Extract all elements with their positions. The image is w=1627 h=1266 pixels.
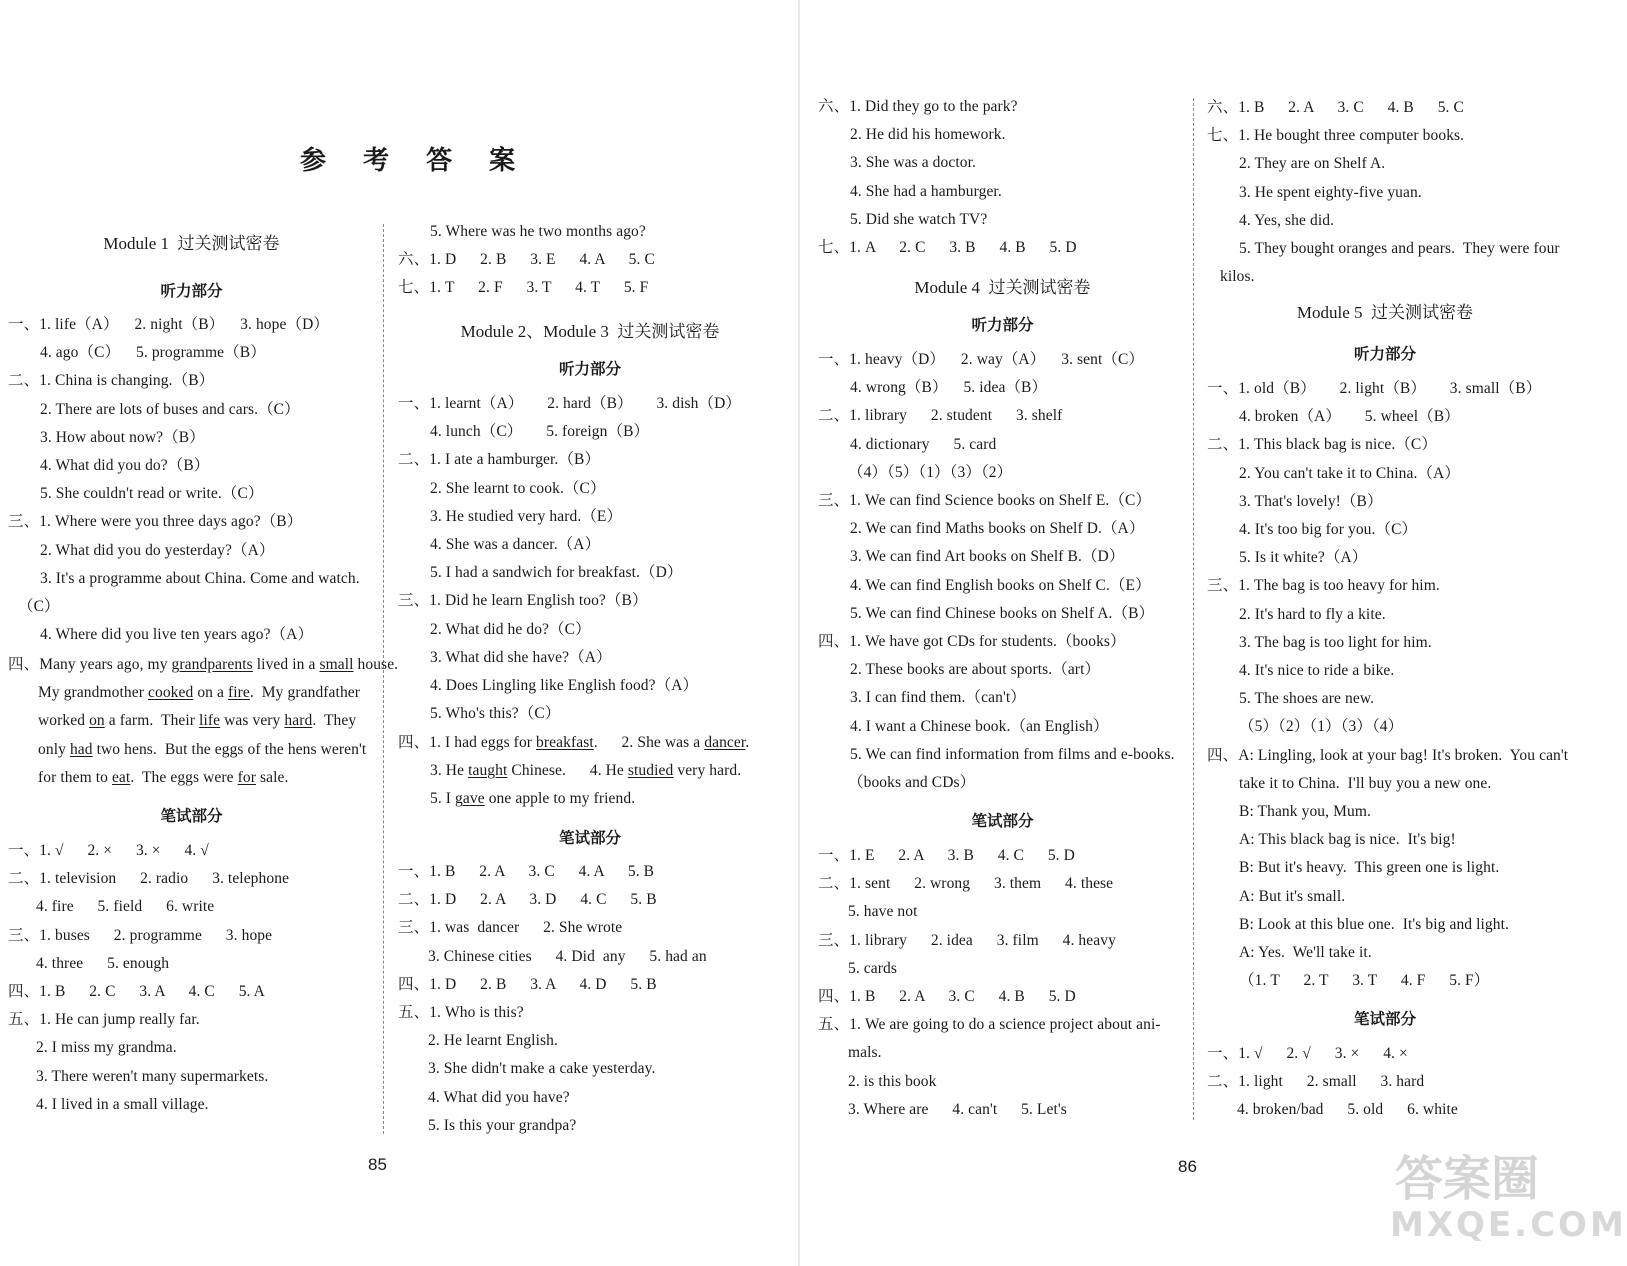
answer-line: 5. We can find information from films and e-books. <box>850 745 1175 763</box>
answer-line: 5. Is it white?（A） <box>1239 549 1368 567</box>
section-heading: 笔试部分 <box>160 808 223 825</box>
answer-line: 3. We can find Art books on Shelf B.（D） <box>850 548 1125 566</box>
answer-line: 三、1. The bag is too heavy for him. <box>1207 577 1440 595</box>
answer-line: 一、1. old（B） 2. light（B） 3. small（B） <box>1207 380 1542 397</box>
text-segment: . The eggs were <box>130 768 238 786</box>
answer-line: 一、1. B 2. A 3. C 4. A 5. B <box>398 863 655 880</box>
answer-line: 2. He learnt English. <box>428 1032 558 1050</box>
page-number-left: 85 <box>368 1155 387 1174</box>
answer-line: 3. There weren't many supermarkets. <box>36 1067 269 1085</box>
answer-line: 一、1. √ 2. × 3. × 4. √ <box>8 842 209 859</box>
text-segment: . 2. She was a <box>593 734 705 751</box>
answer-line: 5. I had a sandwich for breakfast.（D） <box>430 564 683 582</box>
answer-line <box>430 761 741 781</box>
answer-line: 4. Yes, she did. <box>1239 211 1335 229</box>
answer-line: 2. It's hard to fly a kite. <box>1239 605 1386 623</box>
answer-line: 三、1. was dancer 2. She wrote <box>398 919 623 937</box>
answer-line: 二、1. This black bag is nice.（C） <box>1207 436 1437 454</box>
answer-line: 5. Is this your grandpa? <box>428 1116 577 1134</box>
answer-line: 二、1. sent 2. wrong 3. them 4. these <box>818 875 1114 893</box>
answer-line: 4. Does Lingling like English food?（A） <box>430 677 699 694</box>
text-segment: very hard. <box>673 762 742 780</box>
section-heading: 听力部分 <box>558 361 621 378</box>
text-segment: only <box>38 740 70 758</box>
answer-line: 3. Chinese cities 4. Did any 5. had an <box>428 947 707 965</box>
answer-line: 3. I can find them.（can't） <box>850 689 1026 707</box>
answer-line: 五、1. Who is this? <box>398 1004 524 1021</box>
column-divider-right <box>1193 98 1194 1120</box>
filled-word: had <box>69 740 93 758</box>
answer-line: 二、1. library 2. student 3. shelf <box>818 407 1063 425</box>
filled-word: eat <box>111 768 131 786</box>
answer-line <box>38 768 288 788</box>
answer-line: B: But it's heavy. This green one is light. <box>1239 859 1500 877</box>
module-title: Module 2、Module 3 过关测试密卷 <box>460 322 720 341</box>
answer-line: 2. You can't take it to China.（A） <box>1239 464 1460 482</box>
answer-line: 3. That's lovely!（B） <box>1239 492 1383 510</box>
answer-line: （5）（2）（1）（3）（4） <box>1239 718 1404 736</box>
filled-word: grandparents <box>171 656 253 673</box>
answer-line <box>398 733 749 753</box>
answer-line: 2. They are on Shelf A. <box>1239 155 1386 173</box>
answer-line: A: This black bag is nice. It's big! <box>1239 831 1456 849</box>
text-segment: lived in a <box>252 656 320 673</box>
section-heading: 听力部分 <box>971 317 1034 334</box>
answer-line: 一、1. life（A） 2. night（B） 3. hope（D） <box>8 316 329 333</box>
text-segment: on a <box>193 684 228 702</box>
answer-line: 4. What did you have? <box>428 1088 570 1106</box>
text-segment: was very <box>220 712 285 730</box>
answer-line <box>38 683 360 703</box>
answer-line: 六、1. D 2. B 3. E 4. A 5. C <box>398 251 655 269</box>
section-heading: 笔试部分 <box>1353 1011 1416 1028</box>
answer-line: 4. ago（C） 5. programme（B） <box>40 344 266 362</box>
filled-word: breakfast <box>536 734 594 751</box>
filled-word: life <box>199 712 221 730</box>
answer-line: 二、1. light 2. small 3. hard <box>1207 1073 1425 1091</box>
answer-line: 3. He studied very hard.（E） <box>430 507 623 525</box>
answer-line: 4. I lived in a small village. <box>36 1095 209 1113</box>
answer-line: 3. He spent eighty-five yuan. <box>1239 183 1422 201</box>
text-segment: . <box>745 734 750 751</box>
text-segment: Chinese. 4. He <box>507 762 628 780</box>
answer-line: 四、1. B 2. A 3. C 4. B 5. D <box>818 988 1076 1005</box>
answer-line: 二、1. China is changing.（B） <box>8 372 215 390</box>
section-heading: 笔试部分 <box>971 813 1034 830</box>
answer-line: 2. These books are about sports.（art） <box>850 661 1101 679</box>
answer-line: 2. What did he do?（C） <box>430 620 591 638</box>
text-segment: sale. <box>256 768 289 786</box>
filled-word: for <box>237 768 256 786</box>
answer-line: 5. We can find Chinese books on Shelf A.（B） <box>850 604 1155 622</box>
answer-line: 5. cards <box>848 959 898 977</box>
answer-line: 4. broken（A） 5. wheel（B） <box>1239 408 1460 426</box>
text-segment: 5. I <box>430 790 456 808</box>
answer-line: B: Thank you, Mum. <box>1239 803 1371 820</box>
answer-line: 3. Where are 4. can't 5. Let's <box>848 1100 1067 1118</box>
answer-line: 三、1. library 2. idea 3. film 4. heavy <box>818 931 1116 949</box>
module-title: Module 1 过关测试密卷 <box>103 234 280 253</box>
text-segment: 四、1. I had eggs for <box>398 734 537 751</box>
answer-line: 2. is this book <box>848 1072 937 1090</box>
answer-line: 2. We can find Maths books on Shelf D.（A） <box>850 520 1145 538</box>
filled-word: small <box>319 656 354 673</box>
module-title: Module 4 过关测试密卷 <box>914 278 1091 297</box>
column-divider-left <box>383 224 384 1134</box>
answer-line: 六、1. Did they go to the park? <box>818 98 1018 115</box>
answer-line: （1. T 2. T 3. T 4. F 5. F） <box>1239 972 1490 990</box>
answer-line: 4. dictionary 5. card <box>850 435 997 453</box>
watermark-site: MXQE.COM <box>1390 1205 1627 1245</box>
text-segment: a farm. Their <box>104 712 200 730</box>
answer-line: 四、A: Lingling, look at your bag! It's broken. You can't <box>1207 746 1569 764</box>
text-segment: one apple to my friend. <box>484 790 636 808</box>
filled-word: gave <box>455 790 485 808</box>
answer-line: 七、1. A 2. C 3. B 4. B 5. D <box>818 239 1077 256</box>
filled-word: cooked <box>147 684 194 702</box>
answer-line: 4. It's too big for you.（C） <box>1239 521 1418 538</box>
answer-line: 4. three 5. enough <box>36 954 170 972</box>
answer-line: 五、1. We are going to do a science project about ani- <box>818 1016 1161 1034</box>
answer-line: 3. It's a programme about China. Come and watch. <box>40 569 360 587</box>
answer-line: 4. What did you do?（B） <box>40 457 210 474</box>
answer-line: 4. lunch（C） 5. foreign（B） <box>430 423 650 441</box>
answer-line <box>430 789 635 809</box>
answer-line: 三、1. Where were you three days ago?（B） <box>8 513 303 531</box>
watermark-logo: 答案圈 <box>1395 1151 1540 1207</box>
answer-line: A: Yes. We'll take it. <box>1239 944 1372 961</box>
answer-line: 4. broken/bad 5. old 6. white <box>1237 1101 1458 1119</box>
answer-line: 4. fire 5. field 6. write <box>36 898 215 916</box>
answer-line: 七、1. T 2. F 3. T 4. T 5. F <box>398 279 649 297</box>
answer-line: B: Look at this blue one. It's big and light. <box>1239 915 1510 933</box>
answer-line: 四、1. We have got CDs for students.（books） <box>818 633 1126 650</box>
answer-line: 4. Where did you live ten years ago?（A） <box>40 626 314 644</box>
filled-word: taught <box>468 762 508 780</box>
answer-line: 2. There are lots of buses and cars.（C） <box>40 400 300 418</box>
answer-line: 三、1. We can find Science books on Shelf E.（C） <box>818 492 1151 509</box>
answer-line: 4. I want a Chinese book.（an English） <box>850 717 1109 735</box>
answer-line: 4. She had a hamburger. <box>850 182 1002 200</box>
answer-line: 5. have not <box>848 903 918 921</box>
text-segment: house. <box>353 656 399 673</box>
answer-line: 4. It's nice to ride a bike. <box>1239 662 1395 679</box>
answer-line: A: But it's small. <box>1239 887 1346 905</box>
answer-line: 4. wrong（B） 5. idea（B） <box>850 379 1048 397</box>
text-segment: 3. He <box>430 762 469 780</box>
answer-line: 5. Who's this?（C） <box>430 705 561 723</box>
section-heading: 听力部分 <box>160 283 223 300</box>
answer-line: 3. How about now?（B） <box>40 428 205 446</box>
answer-line: 5. Where was he two months ago? <box>430 223 646 240</box>
answer-line: 七、1. He bought three computer books. <box>1207 127 1465 145</box>
answer-line: 4. She was a dancer.（A） <box>430 536 601 553</box>
answer-line <box>38 711 356 731</box>
answer-line <box>8 655 398 675</box>
answer-line: 五、1. He can jump really far. <box>8 1011 200 1029</box>
page-number-right: 86 <box>1178 1157 1197 1176</box>
answer-line: 二、1. I ate a hamburger.（B） <box>398 451 601 469</box>
answer-line: 二、1. D 2. A 3. D 4. C 5. B <box>398 891 657 909</box>
filled-word: fire <box>227 684 250 702</box>
filled-word: dancer <box>704 734 746 751</box>
answer-line: 3. The bag is too light for him. <box>1239 633 1432 651</box>
page-spine <box>798 0 800 1266</box>
answer-line: 5. The shoes are new. <box>1239 690 1375 708</box>
answer-line: 3. She was a doctor. <box>850 154 976 172</box>
answer-line: 一、1. learnt（A） 2. hard（B） 3. dish（D） <box>398 395 741 412</box>
answer-line: 4. We can find English books on Shelf C.（E） <box>850 576 1151 594</box>
section-heading: 听力部分 <box>1353 346 1416 363</box>
answer-line: 3. She didn't make a cake yesterday. <box>428 1060 656 1078</box>
answer-line: kilos. <box>1220 268 1255 286</box>
answer-line: 三、1. buses 2. programme 3. hope <box>8 926 273 944</box>
answer-line: 三、1. Did he learn English too?（B） <box>398 592 648 610</box>
answer-line: 5. Did she watch TV? <box>850 210 988 228</box>
answer-line: 二、1. television 2. radio 3. telephone <box>8 870 290 888</box>
section-heading: 笔试部分 <box>558 830 621 847</box>
answer-line: 3. What did she have?（A） <box>430 648 612 666</box>
answer-line: take it to China. I'll buy you a new one. <box>1239 774 1492 792</box>
text-segment: 四、Many years ago, my <box>8 656 172 673</box>
answer-line: mals. <box>848 1044 882 1062</box>
text-segment: for them to <box>38 768 112 786</box>
answer-line: 一、1. E 2. A 3. B 4. C 5. D <box>818 847 1075 864</box>
answer-line: 六、1. B 2. A 3. C 4. B 5. C <box>1207 99 1464 116</box>
module-title: Module 5 过关测试密卷 <box>1296 303 1474 322</box>
answer-line: （books and CDs） <box>848 774 976 791</box>
text-segment: two hens. But the eggs of the hens weren't <box>92 740 367 758</box>
answer-line: 四、1. B 2. C 3. A 4. C 5. A <box>8 983 265 1000</box>
answer-line: 5. They bought oranges and pears. They were four <box>1239 240 1560 257</box>
answer-line: 一、1. √ 2. √ 3. × 4. × <box>1207 1045 1408 1062</box>
answer-line: 一、1. heavy（D） 2. way（A） 3. sent（C） <box>818 351 1145 368</box>
page-title: 参 考 答 案 <box>300 146 530 176</box>
text-segment: . They <box>312 712 357 730</box>
answer-line: 2. She learnt to cook.（C） <box>430 479 606 497</box>
filled-word: hard <box>284 712 313 730</box>
answer-line: 5. She couldn't read or write.（C） <box>40 485 264 503</box>
text-segment: . My grandfather <box>249 684 361 702</box>
filled-word: studied <box>627 762 674 780</box>
text-segment: worked <box>38 712 90 730</box>
answer-line: 四、1. D 2. B 3. A 4. D 5. B <box>398 975 657 993</box>
answer-line: 2. I miss my grandma. <box>36 1039 177 1057</box>
answer-line: （C） <box>18 598 60 615</box>
answer-line: 2. What did you do yesterday?（A） <box>40 541 275 559</box>
answer-line: （4）（5）（1）（3）（2） <box>848 463 1013 481</box>
answer-line: 2. He did his homework. <box>850 126 1006 144</box>
answer-line <box>38 740 366 760</box>
filled-word: on <box>89 712 105 730</box>
text-segment: My grandmother <box>38 684 148 702</box>
